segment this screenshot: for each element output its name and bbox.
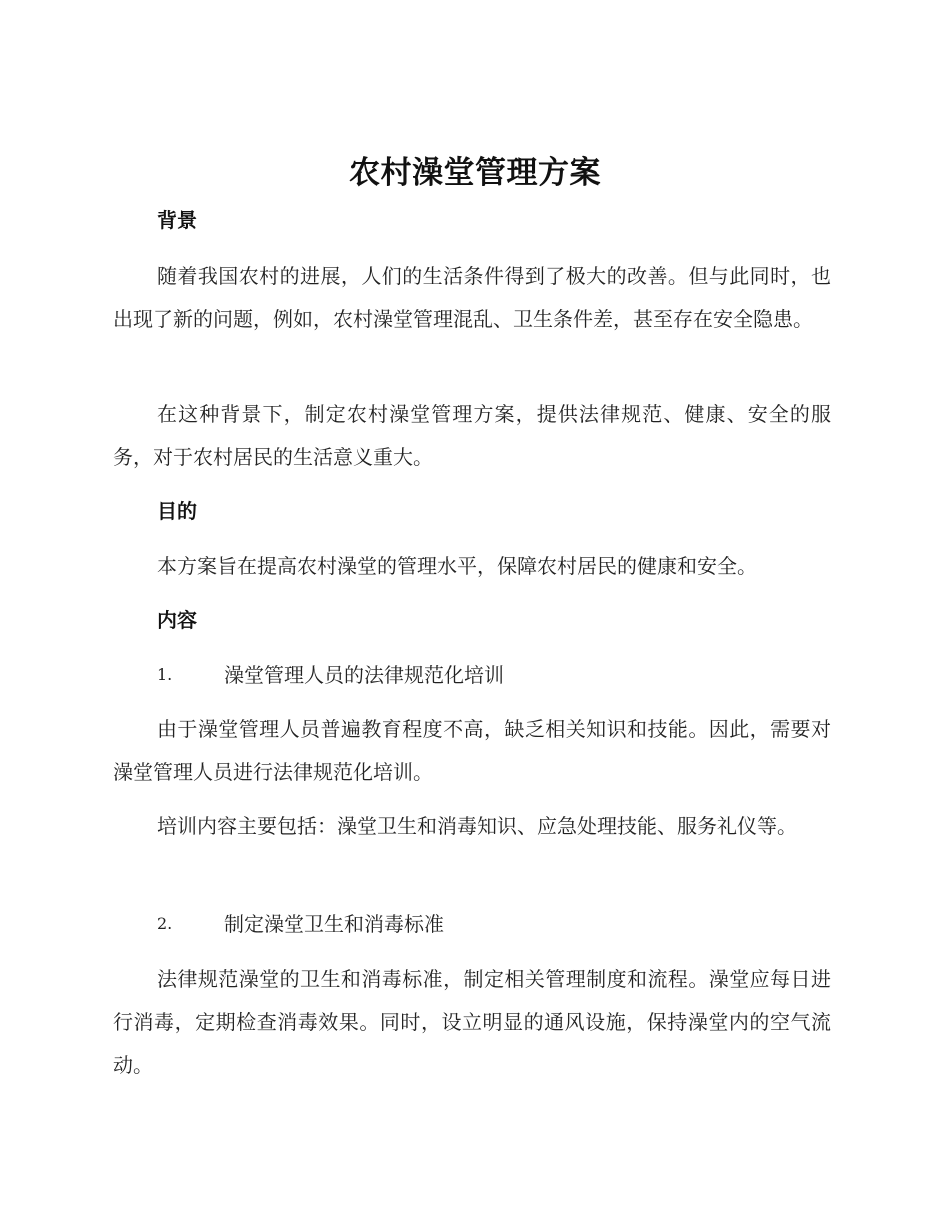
paragraph: 法律规范澡堂的卫生和消毒标准，制定相关管理制度和流程。澡堂应每日进行消毒，定期检查消毒效果。同时，设立明显的通风设施，保持澡堂内的空气流动。: [113, 967, 831, 1077]
paragraph: 培训内容主要包括：澡堂卫生和消毒知识、应急处理技能、服务礼仪等。: [157, 814, 797, 838]
list-item-number: 1.: [157, 665, 173, 684]
paragraph: 本方案旨在提高农村澡堂的管理水平，保障农村居民的健康和安全。: [157, 554, 757, 578]
section-heading-content: 内容: [157, 608, 197, 632]
list-item-title: 制定澡堂卫生和消毒标准: [224, 912, 444, 936]
section-heading-purpose: 目的: [157, 499, 197, 523]
paragraph: 随着我国农村的进展，人们的生活条件得到了极大的改善。但与此同时，也出现了新的问题，例如，农村澡堂管理混乱、卫生条件差，甚至存在安全隐患。: [113, 264, 831, 331]
paragraph: 在这种背景下，制定农村澡堂管理方案，提供法律规范、健康、安全的服务，对于农村居民的生活意义重大。: [113, 402, 831, 469]
list-item-number: 2.: [157, 914, 173, 933]
list-item: [157, 660, 837, 690]
section-heading-background: 背景: [157, 208, 197, 232]
list-item: [157, 909, 837, 939]
list-item-title: 澡堂管理人员的法律规范化培训: [224, 663, 504, 687]
paragraph: 由于澡堂管理人员普遍教育程度不高，缺乏相关知识和技能。因此，需要对澡堂管理人员进行法律规范化培训。: [113, 717, 831, 784]
document-title: 农村澡堂管理方案: [349, 155, 601, 191]
